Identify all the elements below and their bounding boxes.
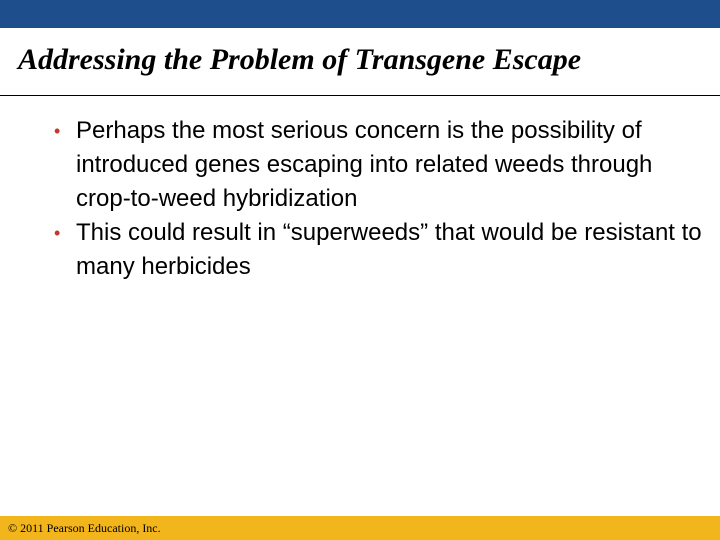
bullet-list bbox=[48, 114, 708, 284]
bullet-item bbox=[48, 114, 708, 216]
bullet-text: This could result in “superweeds” that would be resistant to many herbicides bbox=[76, 219, 702, 280]
bullet-text: Perhaps the most serious concern is the possibility of introduced genes escaping into related weeds through crop-to-weed hybridization bbox=[76, 117, 653, 212]
top-accent-bar bbox=[0, 0, 720, 28]
slide-title: Addressing the Problem of Transgene Escape bbox=[18, 43, 582, 76]
bullet-item bbox=[48, 216, 708, 284]
bullet-marker-icon: • bbox=[54, 121, 61, 141]
title-divider bbox=[0, 95, 720, 96]
bullet-marker-icon: • bbox=[54, 223, 61, 243]
copyright-footer: © 2011 Pearson Education, Inc. bbox=[8, 521, 161, 535]
